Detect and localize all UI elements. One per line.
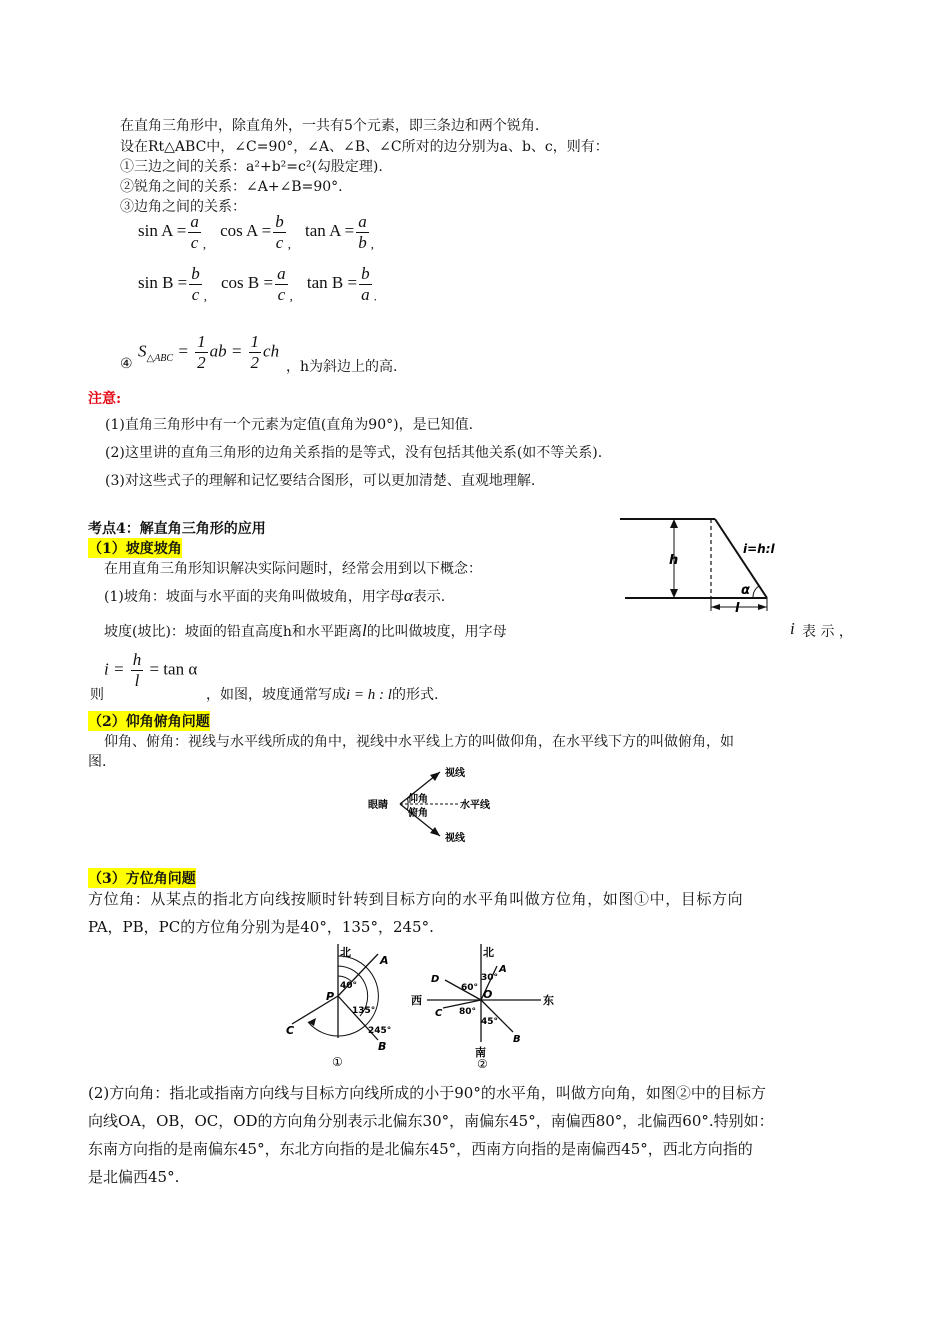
relation-1-suffix: (勾股定理).	[311, 159, 383, 175]
slope-diagram	[615, 510, 785, 615]
direction-def-1: (2)方向角：指北或指南方向线与目标方向线所成的小于90°的水平角，叫做方向角，如图②中的目标方	[88, 1084, 766, 1102]
formula-i: i	[104, 659, 109, 679]
fraction	[189, 264, 202, 305]
note-1: (1)直角三角形中有一个元素为定值(直角为90°)，是已知值.	[105, 417, 474, 433]
fraction-numerator: b	[361, 264, 370, 283]
elevation-diagram	[360, 762, 520, 846]
fraction	[359, 264, 372, 305]
formula-row-2	[138, 264, 391, 305]
fig2-angle-30: 30°	[481, 973, 499, 983]
area-half2-den: 2	[250, 353, 260, 372]
relation-2: ②锐角之间的关系：∠A+∠B=90°.	[120, 179, 343, 195]
formula-punctuation: .	[373, 289, 377, 304]
fig2-west-label: 西	[411, 994, 422, 1007]
fig1-b-label: B	[378, 1040, 387, 1053]
formula-punctuation: ,	[202, 237, 207, 252]
intro-text: 在直角三角形中，除直角外，一共有5个元素，即三条边和两个锐角.	[120, 118, 540, 134]
trig-formula	[306, 264, 377, 304]
formula-punctuation: ,	[203, 289, 208, 304]
fig1-north-label: 北	[340, 946, 351, 959]
fraction-numerator: b	[191, 264, 200, 283]
fig1-caption: ①	[332, 1055, 343, 1069]
fraction-numerator: a	[190, 212, 199, 231]
fig2-south-label: 南	[475, 1046, 486, 1059]
fig2-d-label: D	[431, 974, 440, 985]
fraction-denominator: c	[277, 285, 286, 304]
relation-1-formula: a²+b²=c²	[246, 159, 312, 175]
slope-ratio-def	[104, 621, 507, 641]
relation-1	[120, 156, 383, 176]
fraction-denominator: c	[275, 233, 284, 252]
fig1-angle-135: 135°	[352, 1006, 376, 1016]
area-s: S	[138, 341, 147, 361]
fig2-north-label: 北	[483, 946, 494, 959]
trig-formula	[221, 264, 293, 304]
trig-function: sin B =	[138, 273, 188, 293]
fig1-c-label: C	[286, 1024, 295, 1037]
trig-formula	[220, 212, 291, 252]
formula-punctuation: ,	[370, 237, 374, 252]
relation-3: ③边角之间的关系：	[120, 199, 246, 215]
fraction-numerator: a	[277, 264, 286, 283]
elevation-def-end: 图.	[88, 754, 107, 770]
fig2-b-label: B	[513, 1034, 521, 1045]
area-ab: ab =	[209, 341, 243, 361]
fig2-angle-80: 80°	[459, 1007, 477, 1017]
note-3: (3)对这些式子的理解和记忆要结合图形，可以更加清楚、直观地理解.	[105, 473, 536, 489]
fig2-o-label: O	[483, 988, 493, 1001]
sight-line-up-label: 视线	[445, 768, 465, 779]
slope-ratio-formula: i = h : l	[346, 687, 392, 703]
bearing-def: 方位角：从某点的指北方向线按顺时针转到目标方向的水平角叫做方位角，如图①中，目标方向	[88, 890, 744, 908]
trig-function: cos A =	[220, 221, 272, 241]
trig-function: cos B =	[221, 273, 274, 293]
slope-intro: 在用直角三角形知识解决实际问题时，经常会用到以下概念：	[104, 561, 482, 577]
fraction-denominator: c	[190, 233, 199, 252]
direction-def-2: 向线OA，OB，OC，OD的方向角分别表示北偏东30°，南偏东45°，南偏西80°，北偏西60°.特别如：	[88, 1112, 774, 1130]
slope-h-label: h	[669, 553, 679, 568]
subheading-slope: （1）坡度坡角	[88, 538, 182, 558]
setup-text: 设在Rt△ABC中，∠C=90°，∠A、∠B、∠C所对的边分别为a、b、c，则有：	[120, 139, 609, 155]
bearing-figure-1	[280, 938, 400, 1072]
alpha-symbol: α	[403, 586, 413, 605]
sight-line-down-label: 视线	[445, 833, 465, 844]
note-2: (2)这里讲的直角三角形的边角关系指的是等式，没有包括其他关系(如不等关系).	[105, 445, 603, 461]
slope-alpha-label: α	[741, 583, 750, 598]
area-subscript: △ABC	[146, 352, 174, 364]
fraction	[275, 264, 288, 305]
formula-row-1	[138, 212, 388, 253]
slope-ratio-text: 坡度(坡比)：坡面的铅直高度h和水平距离	[104, 624, 362, 640]
slope-angle-def	[104, 586, 445, 606]
depression-angle-label: 俯角	[408, 808, 428, 819]
subheading-elevation: （2）仰角俯角问题	[88, 711, 210, 731]
fig2-caption: ②	[477, 1057, 488, 1071]
formula-punctuation: ,	[287, 237, 291, 252]
fig2-angle-45: 45°	[481, 1017, 499, 1027]
fraction	[273, 212, 286, 253]
elevation-def: 仰角、俯角：视线与水平线所成的角中，视线中水平线上方的叫做仰角，在水平线下方的叫做俯角，如	[104, 734, 734, 750]
fraction-denominator: b	[358, 233, 367, 252]
fig2-c-label: C	[435, 1008, 443, 1019]
notes-title: 注意:	[88, 391, 122, 407]
trig-formula	[138, 264, 208, 304]
fig1-p-label: P	[326, 990, 335, 1003]
slope-angle-end: 表示.	[412, 589, 446, 605]
slope-ratio-label: i=h:l	[743, 542, 775, 556]
slope-formula	[104, 650, 197, 691]
slope-notation-end: 的形式.	[391, 687, 439, 703]
area-half-num: 1	[197, 332, 206, 351]
formula-l: l	[134, 671, 140, 690]
bearing-figure-2	[405, 938, 565, 1072]
fig2-a-label: A	[499, 964, 507, 975]
fig2-angle-60: 60°	[461, 983, 479, 993]
slope-ratio-end: 表 示 ，	[802, 624, 853, 640]
fig2-east-label: 东	[543, 994, 554, 1007]
slope-ratio-text2: 的比叫做坡度，用字母	[366, 624, 507, 640]
slope-l-label: l	[735, 601, 740, 615]
area-ch: ch	[263, 341, 280, 361]
i-symbol: i	[790, 619, 795, 638]
direction-def-4: 是北偏西45°.	[88, 1168, 180, 1186]
formula-punctuation: ,	[289, 289, 293, 304]
eye-label: 眼睛	[368, 800, 388, 811]
formula-tan: = tan α	[149, 659, 198, 679]
trig-function: sin A =	[138, 221, 187, 241]
trig-formula	[138, 212, 207, 252]
trig-function: tan B =	[306, 273, 358, 293]
section-heading: 考点4：解直角三角形的应用	[88, 521, 266, 537]
fig1-angle-40: 40°	[340, 981, 358, 991]
subheading-bearing: （3）方位角问题	[88, 868, 196, 888]
slope-notation-text: ，如图，坡度通常写成	[206, 687, 346, 703]
fraction-numerator: b	[275, 212, 284, 231]
slope-angle-text: (1)坡角：坡面与水平面的夹角叫做坡角，用字母	[104, 589, 404, 605]
trig-function: tan A =	[304, 221, 355, 241]
relation-4-suffix: ，h为斜边上的高.	[286, 359, 398, 375]
trig-formula	[304, 212, 374, 252]
fraction-numerator: a	[358, 212, 367, 231]
area-half-den: 2	[197, 353, 206, 372]
relation-4-marker: ④	[120, 356, 133, 372]
direction-def-3: 东南方向指的是南偏东45°，东北方向指的是北偏东45°，西南方向指的是南偏西45°，西北方向指的	[88, 1140, 753, 1158]
area-formula	[138, 332, 279, 373]
fraction	[188, 212, 201, 253]
fig1-angle-245: 245°	[368, 1026, 392, 1036]
relation-1-prefix: ①三边之间的关系：	[120, 159, 246, 175]
bearing-def-2: PA，PB，PC的方位角分别为是40°，135°，245°.	[88, 918, 434, 936]
fraction	[356, 212, 369, 253]
elevation-angle-label: 仰角	[408, 794, 428, 805]
fig1-a-label: A	[380, 954, 389, 967]
fraction-denominator: a	[361, 285, 370, 304]
l-symbol: l	[361, 621, 367, 640]
area-equals: =	[177, 341, 189, 361]
slope-notation	[206, 684, 438, 704]
formula-eq: =	[112, 659, 125, 679]
horizon-label: 水平线	[460, 800, 490, 811]
area-half2-num: 1	[250, 332, 260, 351]
fraction-denominator: c	[191, 285, 200, 304]
then-text: 则	[90, 687, 104, 703]
formula-h: h	[132, 650, 142, 669]
